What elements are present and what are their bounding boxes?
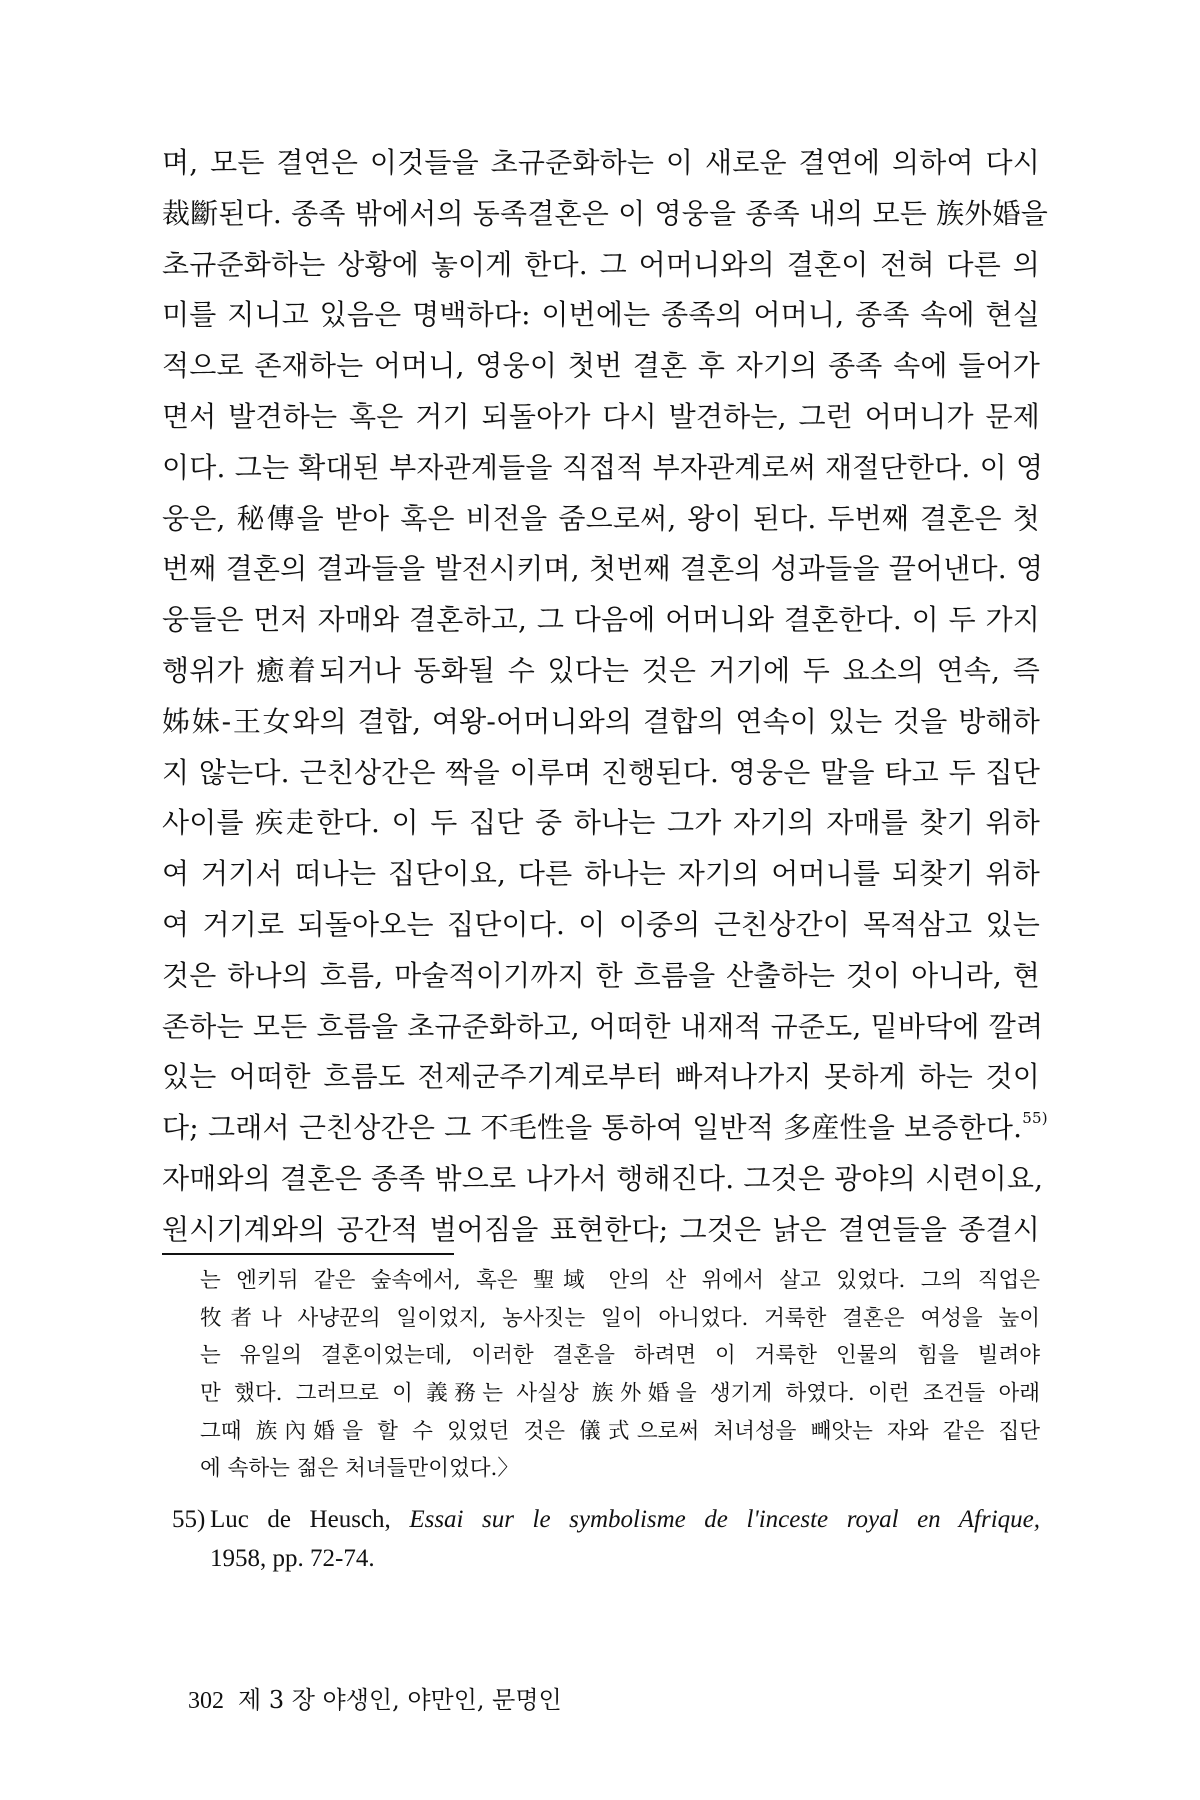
note-line: 牧者나 사냥꾼의 일이었지, 농사짓는 일이 아니었다. 거룩한 결혼은 여성을 높이 [200,1305,1040,1331]
body-line: 여 거기서 떠나는 집단이요, 다른 하나는 자기의 어머니를 되찾기 위하 [162,857,1040,891]
body-line: 번째 결혼의 결과들을 발전시키며, 첫번째 결혼의 성과들을 끌어낸다. 영 [162,552,1044,586]
body-line: 웅들은 먼저 자매와 결혼하고, 그 다음에 어머니와 결혼한다. 이 두 가지 [162,603,1040,637]
note-line: 는 유일의 결혼이었는데, 이러한 결혼을 하려면 이 거룩한 인물의 힘을 빌려야 [200,1343,1040,1369]
reference-author: Luc de Heusch, [210,1506,391,1533]
note-line: 는 엔키뒤 같은 숲속에서, 혹은 聖域 안의 산 위에서 살고 있었다. 그의 직업은 [200,1268,1040,1293]
page-number: 302 [188,1688,224,1714]
body-line: 姊妹-王女와의 결합, 여왕-어머니와의 결합의 연속이 있는 것을 방해하 [162,704,1040,738]
body-line: 지 않는다. 근친상간은 짝을 이루며 진행된다. 영웅은 말을 타고 두 집단 [162,755,1040,789]
body-line: 원시기계와의 공간적 벌어짐을 표현한다; 그것은 낡은 결연들을 종결시 [162,1212,1040,1246]
body-line: 이다. 그는 확대된 부자관계들을 직접적 부자관계로써 재절단한다. 이 영 [162,450,1044,484]
footnote-55 [172,1500,1040,1578]
reference-details: 1958, pp. 72-74. [210,1545,375,1572]
note-line: 에 속하는 젊은 처녀들만이었다.〉 [200,1456,519,1482]
body-line: 웅은, 秘傳을 받아 혹은 비전을 줌으로써, 왕이 된다. 두번째 결혼은 첫 [162,501,1040,535]
body-line: 존하는 모든 흐름을 초규준화하고, 어떠한 내재적 규준도, 밑바닥에 깔려 [162,1009,1044,1043]
note-line: 그때 族內婚을 할 수 있었던 것은 儀式으로써 처녀성을 빼앗는 자와 같은 집단 [200,1418,1040,1444]
body-line: 초규준화하는 상황에 놓이게 한다. 그 어머니와의 결혼이 전혀 다른 의 [162,247,1040,281]
body-text [162,138,1048,1256]
body-line: 사이를 疾走한다. 이 두 집단 중 하나는 그가 자기의 자매를 찾기 위하 [162,806,1040,840]
body-line: 미를 지니고 있음은 명백하다: 이번에는 종족의 어머니, 종족 속에 현실 [162,298,1040,332]
body-line: 면서 발견하는 혹은 거기 되돌아가 다시 발견하는, 그런 어머니가 문제 [162,399,1040,433]
page-footer [188,1680,562,1715]
body-line: 며, 모든 결연은 이것들을 초규준화하는 이 새로운 결연에 의하여 다시 [162,146,1040,179]
reference-title: Essai sur le symbolisme de l'inceste royal en Afrique, [409,1506,1040,1533]
body-line-with-footnote [162,1103,1048,1154]
body-line: 裁斷된다. 종족 밖에서의 동족결혼은 이 영웅을 종족 내의 모든 族外婚을 [162,196,1048,230]
footnote-divider [162,1253,454,1255]
body-line: 여 거기로 되돌아오는 집단이다. 이 이중의 근친상간이 목적삼고 있는 [162,907,1040,941]
body-line: 있는 어떠한 흐름도 전제군주기계로부터 빠져나가지 못하게 하는 것이 [162,1060,1040,1094]
note-line: 만 했다. 그러므로 이 義務는 사실상 族外婚을 생기게 하였다. 이런 조건들 아래 [200,1381,1040,1407]
body-line: 자매와의 결혼은 종족 밖으로 나가서 행해진다. 그것은 광야의 시련이요, [162,1161,1044,1195]
reference-line [172,1500,1040,1539]
body-line: 행위가 癒着되거나 동화될 수 있다는 것은 거기에 두 요소의 연속, 즉 [162,653,1040,687]
footnote-continuation [200,1262,1040,1488]
body-line: 적으로 존재하는 어머니, 영웅이 첫번 결혼 후 자기의 종족 속에 들어가 [162,349,1040,383]
reference-number: 55) [172,1506,206,1533]
footnote-marker: 55) [1022,1109,1048,1128]
running-title: 제 3 장 야생인, 야만인, 문명인 [238,1686,562,1714]
body-line: 것은 하나의 흐름, 마술적이기까지 한 흐름을 산출하는 것이 아니라, 현 [162,958,1040,992]
body-line-text: 다; 그래서 근친상간은 그 不毛性을 통하여 일반적 多産性을 보증한다. [162,1111,1023,1145]
